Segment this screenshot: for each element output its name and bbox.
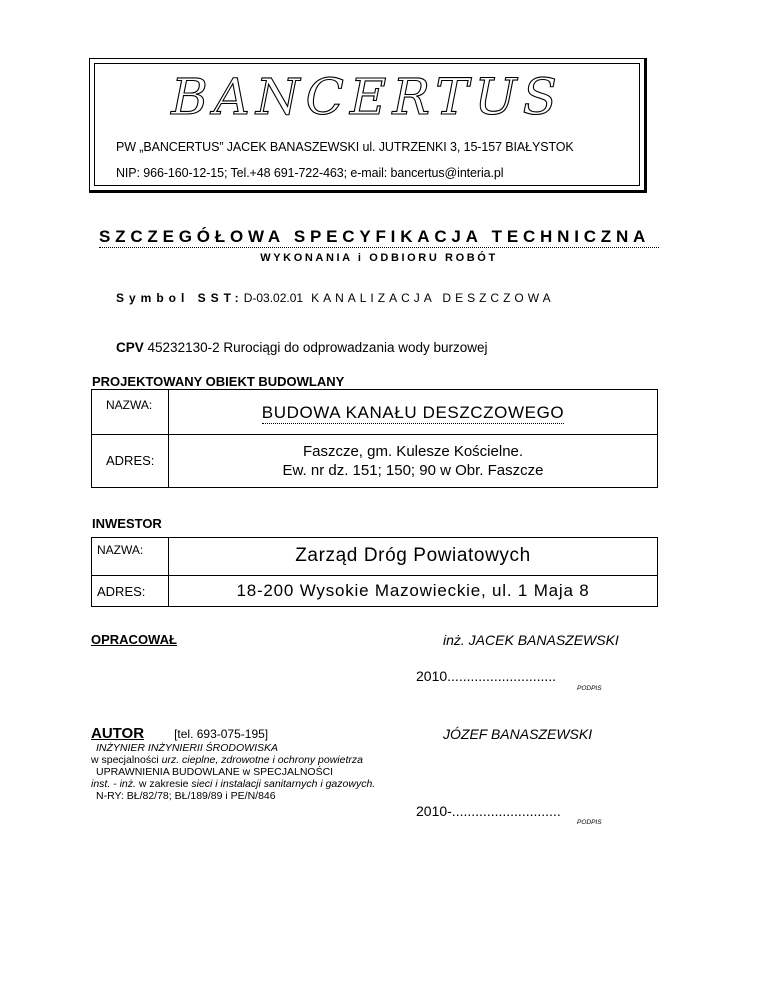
author-phone: [tel. 693-075-195] <box>174 727 269 741</box>
project-table <box>91 389 658 488</box>
company-contact-line: NIP: 966-160-12-15; Tel.+48 691-722-463; e-mail: bancertus@interia.pl <box>116 166 504 180</box>
author-label: AUTOR <box>91 725 145 742</box>
cpv-row <box>116 340 488 355</box>
project-heading: PROJEKTOWANY OBIEKT BUDOWLANY <box>92 374 345 389</box>
project-name-value-cell <box>169 390 657 435</box>
project-name-label-cell <box>92 390 169 435</box>
prepared-signature-label: PODPIS <box>577 685 602 692</box>
investor-address-value: 18-200 Wysokie Mazowieckie, ul. 1 Maja 8 <box>236 581 590 600</box>
investor-table <box>91 537 658 607</box>
prepared-date: 2010............................ <box>416 668 557 684</box>
author-cred-specialty: w specjalności urz. cieplne, zdrowotne i ochrony powietrza <box>91 754 363 766</box>
prepared-label: OPRACOWAŁ <box>91 632 177 647</box>
investor-name-value-cell <box>169 538 657 576</box>
author-name: JÓZEF BANASZEWSKI <box>443 726 593 742</box>
company-logo: BANCERTUS <box>171 68 563 126</box>
project-address-line1: Faszcze, gm. Kulesze Kościelne. <box>302 443 524 460</box>
symbol-label: Symbol SST: <box>116 291 244 305</box>
prepared-name: inż. JACEK BANASZEWSKI <box>443 632 619 648</box>
investor-address-label-cell <box>92 576 169 606</box>
cpv-text: 45232130-2 Rurociągi do odprowadzania wody burzowej <box>147 340 488 355</box>
project-address-label-cell <box>92 435 169 487</box>
investor-heading: INWESTOR <box>92 516 162 531</box>
author-row <box>91 725 268 743</box>
investor-address-label: ADRES: <box>97 584 146 599</box>
investor-address-value-cell <box>169 576 657 606</box>
author-date: 2010-............................ <box>416 803 561 819</box>
project-address-value-cell <box>169 435 657 487</box>
company-address-line: PW „BANCERTUS” JACEK BANASZEWSKI ul. JUTRZENKI 3, 15-157 BIAŁYSTOK <box>116 140 574 154</box>
investor-name-label-cell <box>92 538 169 576</box>
author-cred-numbers: N-RY: BŁ/82/78; BŁ/189/89 i PE/N/846 <box>96 790 276 802</box>
document-subtitle: WYKONANIA i ODBIORU ROBÓT <box>260 252 498 264</box>
project-name-value: BUDOWA KANAŁU DESZCZOWEGO <box>261 403 565 422</box>
author-signature-label: PODPIS <box>577 819 602 826</box>
symbol-name: KANALIZACJA DESZCZOWA <box>311 291 555 305</box>
investor-name-label: NAZWA: <box>97 543 144 557</box>
cpv-label: CPV <box>116 340 144 355</box>
project-address-line2: Ew. nr dz. 151; 150; 90 w Obr. Faszcze <box>282 462 544 479</box>
project-name-label: NAZWA: <box>106 398 153 412</box>
author-cred-permissions: UPRAWNIENIA BUDOWLANE w SPECJALNOŚCI <box>96 766 334 778</box>
author-cred-degree: INŻYNIER INŻYNIERII ŚRODOWISKA <box>96 742 279 754</box>
author-cred-scope: inst. - inż. w zakresie sieci i instalacji sanitarnych i gazowych. <box>91 778 376 790</box>
document-title: SZCZEGÓŁOWA SPECYFIKACJA TECHNICZNA <box>99 227 659 248</box>
investor-name-value: Zarząd Dróg Powiatowych <box>295 545 531 566</box>
symbol-code: D-03.02.01 <box>243 291 304 305</box>
project-address-label: ADRES: <box>106 453 155 468</box>
symbol-row <box>116 291 555 305</box>
